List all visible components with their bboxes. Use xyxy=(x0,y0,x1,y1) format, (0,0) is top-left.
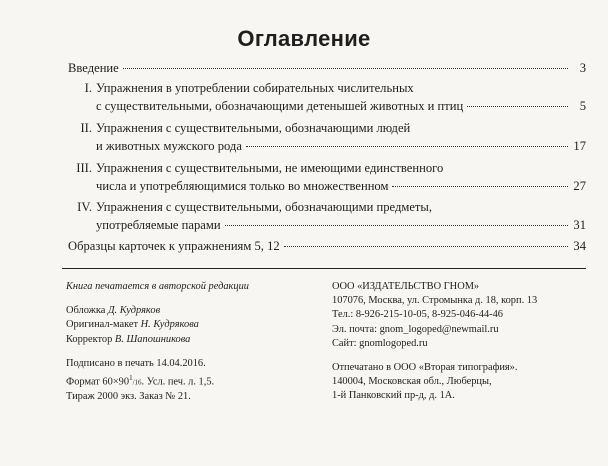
imprint-right xyxy=(332,280,537,404)
publisher-phone: Тел.: 8-926-215-10-05, 8-925-046-44-46 xyxy=(332,309,504,321)
toc-entry-text: и животных мужского рода xyxy=(96,138,242,153)
toc-entry-number: IV. xyxy=(77,200,92,214)
toc-entry xyxy=(80,120,586,155)
toc-page-number: 34 xyxy=(573,239,586,253)
cover-credit: Обложка Д. Кудряков xyxy=(66,305,161,317)
toc-entry-text: Упражнения с существительными, обозначающими предметы, xyxy=(96,200,433,214)
layout-credit: Оригинал-макет Н. Кудрякова xyxy=(66,319,199,331)
toc-page-number: 27 xyxy=(573,178,586,193)
toc-page-number: 17 xyxy=(573,138,586,153)
toc-entry-number: II. xyxy=(80,121,92,135)
toc-entry-text: Образцы карточек к упражнениям 5, 12 xyxy=(68,239,280,253)
dot-leader xyxy=(123,68,568,69)
editorial-note: Книга печатается в авторской редакции xyxy=(66,281,249,292)
publisher-name: ООО «ИЗДАТЕЛЬСТВО ГНОМ» xyxy=(332,281,480,292)
toc-entry-text: Упражнения с существительными, обозначающими людей xyxy=(96,121,411,135)
print-format: Формат $60\times 90^1/16$. Усл. печ. л. 1,5. xyxy=(66,374,215,388)
toc-entry-text: с существительными, обозначающими детенышей животных и птиц xyxy=(96,98,464,113)
dot-leader xyxy=(225,225,568,226)
toc-entry-text: числа и употребляющимися только во множественном xyxy=(96,178,389,193)
dot-leader xyxy=(284,246,568,247)
dot-leader xyxy=(246,146,568,147)
dot-leader xyxy=(467,106,568,107)
publisher-site: Сайт: gnomlogoped.ru xyxy=(332,337,428,349)
toc-entry xyxy=(68,60,586,78)
dot-leader xyxy=(392,186,568,187)
toc-entry xyxy=(84,80,586,115)
section-divider xyxy=(62,268,586,269)
publisher-address: 107076, Москва, ул. Стромынка д. 18, корп. 13 xyxy=(332,295,538,307)
printer-name: Отпечатано в ООО «Вторая типография». xyxy=(332,362,518,374)
toc-page-number: 3 xyxy=(579,61,586,75)
page-title: Оглавление xyxy=(237,26,371,51)
proofreader-credit: Корректор В. Шапошникова xyxy=(66,333,191,345)
printer-address: 140004, Московская обл., Люберцы, xyxy=(332,376,492,388)
toc-entry xyxy=(68,238,586,256)
toc-entry xyxy=(77,199,586,234)
signed-date: Подписано в печать 14.04.2016. xyxy=(66,357,206,369)
toc-entry-text: Введение xyxy=(68,61,119,75)
toc-entry-text: употребляемые парами xyxy=(96,217,221,232)
toc-page-number: 31 xyxy=(573,217,586,232)
print-run: Тираж 2000 экз. Заказ № 21. xyxy=(66,390,191,402)
toc-entry-number: I. xyxy=(84,81,92,95)
toc-entry xyxy=(76,160,586,195)
toc-entry-number: III. xyxy=(76,161,92,175)
toc-entry-text: Упражнения с существительными, не имеющими единственного xyxy=(96,161,444,175)
toc-entry-text: Упражнения в употреблении собирательных числительных xyxy=(96,81,414,95)
imprint-left xyxy=(66,280,249,404)
publisher-email: Эл. почта: gnom_logoped@newmail.ru xyxy=(332,323,499,335)
printer-address-2: 1-й Панковский пр-д, д. 1А. xyxy=(332,390,455,402)
toc-page-number: 5 xyxy=(579,98,586,113)
